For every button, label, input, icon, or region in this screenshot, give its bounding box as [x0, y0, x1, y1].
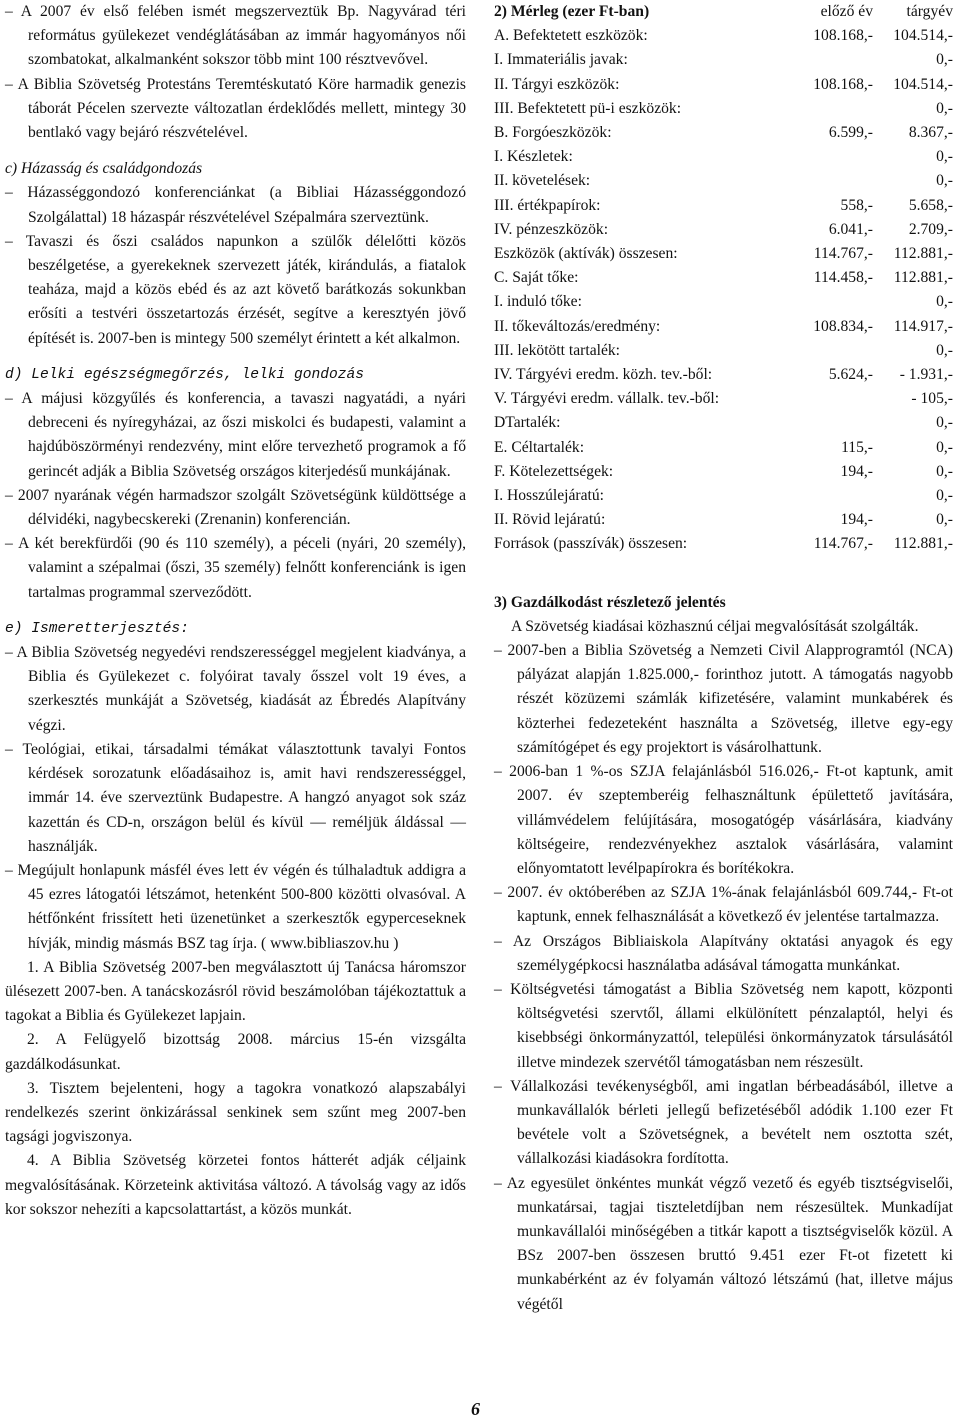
left-column [5, 0, 466, 1222]
balance-row-current-year: 0,- [936, 341, 953, 359]
balance-row-current-year: 0,- [936, 487, 953, 505]
balance-row-current-year: 0,- [936, 148, 953, 166]
balance-row-previous-year [773, 97, 873, 121]
heading-knowledge-dissemination: e) Ismeretterjesztés: [5, 620, 189, 637]
balance-row-previous-year: 108.834,- [813, 317, 873, 335]
balance-row-current-year: 0,- [936, 293, 953, 311]
balance-row-previous-year [773, 48, 873, 72]
section3-intro: A Szövetség kiadásai közhasznú céljai megvalósítását szolgálták. [511, 617, 919, 635]
paragraph-family-days: – Tavaszi és őszi családos napunkon a szülők délelőtti közös beszélgetése, a gyerekeknek szervezett játék, kirándulás, a fiatalok teaháza, majd a közös ebéd és az azt követő barátkozás sokunkban erősíti a testvéri összetartozás érzését, segítve a keresztyén jövő építését is. 2007-ben is mintegy 500 személyt érintett a két alkalmon. [5, 232, 466, 347]
balance-row-previous-year: 194,- [840, 462, 873, 480]
section3-list-item: – Az Országos Bibliaiskola Alapítvány oktatási anyagok és egy személygépkocsi használatba adásával támogatta munkánkat. [494, 932, 953, 974]
balance-row [494, 339, 953, 363]
balance-row-label: E. Céltartalék: [494, 438, 585, 456]
paragraph-genesis-camp: – A Biblia Szövetség Protestáns Teremtéskutató Köre harmadik genezis táborát Pécelen szervezte változatlan érdeklődés mellett, mintegy 30 bentlakó vagy bejáró részvételével. [5, 75, 467, 142]
paragraph-lecture-series: – Teológiai, etikai, társadalmi témákat választottunk tavalyi Fontos kérdések sorozatunk előadásaihoz is, amit havi rendszerességgel, immár 14. éve szerveztünk Budapestre. A hangzó anyagot sok száz kazettán és CD-n, országon belül és kívül — reméljük áldással — használják. [5, 740, 466, 855]
balance-row-current-year: 112.881,- [893, 535, 953, 553]
balance-row-current-year: 0,- [936, 99, 953, 117]
section3-list-item: – 2007. év októberében az SZJA 1%-ának felajánlásból 609.744,- Ft-ot kaptunk, ennek felhasználását a következő év jelentése tartalmazza. [494, 884, 953, 926]
balance-row-current-year: 0,- [936, 51, 953, 69]
balance-row-previous-year: 6.041,- [828, 220, 873, 238]
balance-row-previous-year [773, 169, 873, 193]
balance-row-label: III. értékpapírok: [494, 196, 601, 214]
balance-row [494, 411, 953, 435]
balance-row-label: II. tőkeváltozás/eredmény: [494, 317, 661, 335]
balance-row [494, 532, 953, 556]
balance-row-previous-year: 114.458,- [813, 269, 873, 287]
paragraph-journal: – A Biblia Szövetség negyedévi rendszerességgel megjelent kiadványa, a Biblia és Gyülekezet c. folyóirat tavaly ősszel volt 19 éves, a szerkesztés munkáját a Szövetség, kiadását az Ébredés Alapítvány végzi. [5, 644, 466, 734]
balance-sheet-header [494, 0, 953, 24]
balance-row-label: F. Kötelezettségek: [494, 462, 614, 480]
heading-spiritual-health: d) Lelki egészségmegőrzés, lelki gondozás [5, 366, 365, 383]
balance-row-label: B. Forgóeszközök: [494, 124, 612, 142]
balance-row [494, 97, 953, 121]
balance-row-previous-year: 6.599,- [828, 124, 873, 142]
balance-row-label: Források (passzívák) összesen: [494, 535, 688, 553]
balance-row-current-year: 2.709,- [908, 220, 953, 238]
right-column [494, 0, 953, 1317]
balance-row-current-year: - 105,- [911, 390, 953, 408]
balance-row-label: I. Immateriális javak: [494, 51, 628, 69]
balance-row-label: III. Befektetett pü-i eszközök: [494, 99, 682, 117]
balance-row-previous-year: 5.624,- [828, 366, 873, 384]
balance-row [494, 508, 953, 532]
balance-row-previous-year: 114.767,- [813, 535, 873, 553]
heading-marriage-family-care: c) Házasság és családgondozás [5, 160, 203, 178]
balance-row [494, 145, 953, 169]
balance-row [494, 387, 953, 411]
balance-row [494, 73, 953, 97]
paragraph-website: – Megújult honlapunk másfél éves lett év végén és túlhaladtuk addigra a 45 ezres látogatói létszámot, hetenként 500-800 közötti olvasóval. A hétfőnként frissített heti üzenetünket a szerkesztők egyperceseknek hívják, mindig másmás BSZ tag írja. ( www.bibliaszov.hu ) [5, 861, 466, 952]
balance-sheet-title: 2) Mérleg (ezer Ft-ban) [494, 3, 650, 20]
balance-row-previous-year: 558,- [840, 196, 873, 214]
balance-row-current-year: 0,- [936, 414, 953, 432]
balance-row-current-year: 0,- [936, 462, 953, 480]
section3-list-item: – Vállalkozási tevékenységből, ami ingatlan bérbeadásából, illetve a munkavállalók bérleti jellegű befizetéséből adódik 1.100 ezer Ft bevétele volt a Szövetségnek, a bevételt nem osztotta szét, vállalkozási kiadásokra fordította. [494, 1077, 954, 1168]
balance-row [494, 315, 953, 339]
balance-row [494, 121, 953, 145]
numbered-paragraph-1: 1. A Biblia Szövetség 2007-ben megválasztott új Tanácsa háromszor ülésezett 2007-ben. A tanácskozásról rövid beszámolóban tájékoztattuk a tagokat a Biblia és Gyülekezet lapjain. [5, 958, 466, 1025]
balance-row-label: II. Tárgyi eszközök: [494, 75, 620, 93]
balance-row-current-year: 104.514,- [893, 75, 953, 93]
balance-row-previous-year [773, 387, 873, 411]
numbered-paragraph-2: 2. A Felügyelő bizottság 2008. március 15-én vizsgálta gazdálkodásunkat. [5, 1031, 466, 1073]
balance-row-current-year: 112.881,- [893, 269, 953, 287]
balance-row [494, 169, 953, 193]
balance-row-current-year: 112.881,- [893, 245, 953, 263]
balance-row [494, 242, 953, 266]
balance-row [494, 48, 953, 72]
paragraph-delvidek-conference: – 2007 nyarának végén harmadszor szolgált Szövetségünk küldöttsége a délvidéki, nagybecskereki (Zrenanin) konferencián. [5, 486, 466, 529]
balance-sheet-table [494, 24, 953, 556]
numbered-paragraph-4: 4. A Biblia Szövetség körzetei fontos hátterét adják céljaink megvalósításának. Körzeteink aktivitása változó. A távolság vagy az idős kor sokszor nehezíti a kapcsolattartást, a közös munkát. [5, 1152, 466, 1218]
balance-row-label: II. követelések: [494, 172, 591, 190]
balance-row-label: I. Hosszúlejáratú: [494, 487, 604, 505]
balance-row-label: Eszközök (aktívák) összesen: [494, 245, 678, 263]
section3-list [494, 639, 953, 1317]
balance-row [494, 484, 953, 508]
column-header-previous-year: előző év [820, 3, 873, 20]
section3-list-item: – 2007-ben a Biblia Szövetség a Nemzeti Civil Alapprogramtól (NCA) pályázat alapján 1.825.000,- forinthoz jutott. A támogatás nagyobb részét közüzemi számlák kifizetésére, valamint munkabérek és közterhei fedezeteként használta a Szövetség, illetve egy-egy számítógépet és egy projektort is vásárolhattunk. [494, 642, 953, 756]
balance-row-previous-year [773, 339, 873, 363]
balance-row-previous-year: 108.168,- [813, 27, 873, 45]
balance-row-current-year: - 1.931,- [899, 366, 953, 384]
balance-row [494, 218, 953, 242]
section3-list-item: – 2006-ban 1 %-os SZJA felajánlásból 516.026,- Ft-ot kaptunk, amit 2007. év szeptemberéig felhasználtunk épülettető javítására, villámvédelem felújítására, mosogatógép vásárlására, kiadvány költségeire, rendezvényekhez asztalok vásárlására, valamint előnyomtatott levélpapírokra és borítékokra. [494, 763, 953, 877]
balance-row-previous-year: 108.168,- [813, 75, 873, 93]
balance-row-previous-year: 194,- [840, 511, 873, 529]
balance-row [494, 460, 953, 484]
paragraph-general-assembly: – A májusi közgyűlés és konferencia, a tavaszi nagyatádi, a nyári debreceni és nyíregyházai, az őszi miskolci és budapesti, valamint a hajdúböszörményi rendezvény, mint előre tervezhető programok a fő gerincét adják a Biblia Szövetség országos kiterjedésű munkájának. [5, 390, 466, 480]
balance-row [494, 24, 953, 48]
numbered-paragraph-3: 3. Tisztem bejelenteni, hogy a tagokra vonatkozó alapszabályi rendelkezés szerint önkizárással senkinek sem szűnt meg 2007-ben tagsági jogviszonya. [5, 1079, 466, 1146]
page-number: 6 [471, 1399, 480, 1419]
balance-row-label: IV. pénzeszközök: [494, 220, 609, 238]
balance-row-label: III. lekötött tartalék: [494, 341, 620, 359]
column-header-current-year: tárgyév [906, 3, 953, 20]
balance-row-label: DTartalék: [494, 414, 561, 432]
balance-row-current-year: 104.514,- [893, 27, 953, 45]
balance-row-previous-year: 115,- [841, 438, 873, 456]
balance-row-label: I. induló tőke: [494, 293, 582, 311]
balance-row [494, 436, 953, 460]
balance-row-current-year: 114.917,- [893, 317, 953, 335]
paragraph-adult-conferences: – A két berekfürdői (90 és 110 személy), a péceli (nyári, 20 személy), valamint a szépalmai (őszi, 35 személy) felnőtt konferenciánk is igen tartalmas programmal szerveződött. [5, 535, 466, 601]
balance-row [494, 266, 953, 290]
balance-row [494, 194, 953, 218]
balance-row-current-year: 0,- [936, 172, 953, 190]
balance-row [494, 290, 953, 314]
balance-row-previous-year [773, 411, 873, 435]
section3-list-item: – Az egyesület önkéntes munkát végző vezető és egyéb tisztségviselői, munkatársai, tagjai tiszteletdíjban nem részesültek. Munkadíjat munkavállalói minőségében a titkár kapott a tisztségviselők közül. A BSz 2007-ben összesen bruttó 9.451 ezer Ft-ot fizetett ki munkabérként az év folyamán változó létszámú (hat, illetve május végétől [494, 1174, 953, 1313]
balance-row-previous-year [773, 290, 873, 314]
balance-row-current-year: 8.367,- [908, 124, 953, 142]
section3-title: 3) Gazdálkodást részletező jelentés [494, 593, 726, 611]
balance-row-label: C. Saját tőke: [494, 269, 579, 287]
balance-row-label: A. Befektetett eszközök: [494, 27, 648, 45]
balance-row [494, 363, 953, 387]
section3-list-item: – Költségvetési támogatást a Biblia Szövetség nem kapott, központi költségvetési szervtől, állami elkülönített pénzalaptól, helyi és kisebbségi önkormányzattól, települési önkormányzatok társulásától illetve mindezek szervétől támogatásban nem részesült. [494, 980, 953, 1071]
balance-row-previous-year [773, 484, 873, 508]
balance-row-previous-year: 114.767,- [813, 245, 873, 263]
balance-row-current-year: 5.658,- [908, 196, 953, 214]
balance-row-current-year: 0,- [936, 438, 953, 456]
balance-row-label: II. Rövid lejáratú: [494, 511, 606, 529]
paragraph-marriage-conference: – Házasséggondozó konferenciánkat (a Bibliai Házasséggondozó Szolgálattal) 18 házaspár részvételével Szépalmára szerveztünk. [5, 184, 466, 226]
paragraph-womens-saturdays: – A 2007 év első felében ismét megszerveztük Bp. Nagyvárad téri református gyülekezet vendéglátásában az immár hagyományos női szombatokat, alkalmanként sokszor több mint 100 résztvevővel. [5, 3, 466, 69]
balance-row-label: V. Tárgyévi eredm. vállalk. tev.-ből: [494, 390, 720, 408]
balance-row-previous-year [773, 145, 873, 169]
balance-row-current-year: 0,- [936, 511, 953, 529]
balance-row-label: IV. Tárgyévi eredm. közh. tev.-ből: [494, 366, 713, 384]
balance-row-label: I. Készletek: [494, 148, 573, 166]
